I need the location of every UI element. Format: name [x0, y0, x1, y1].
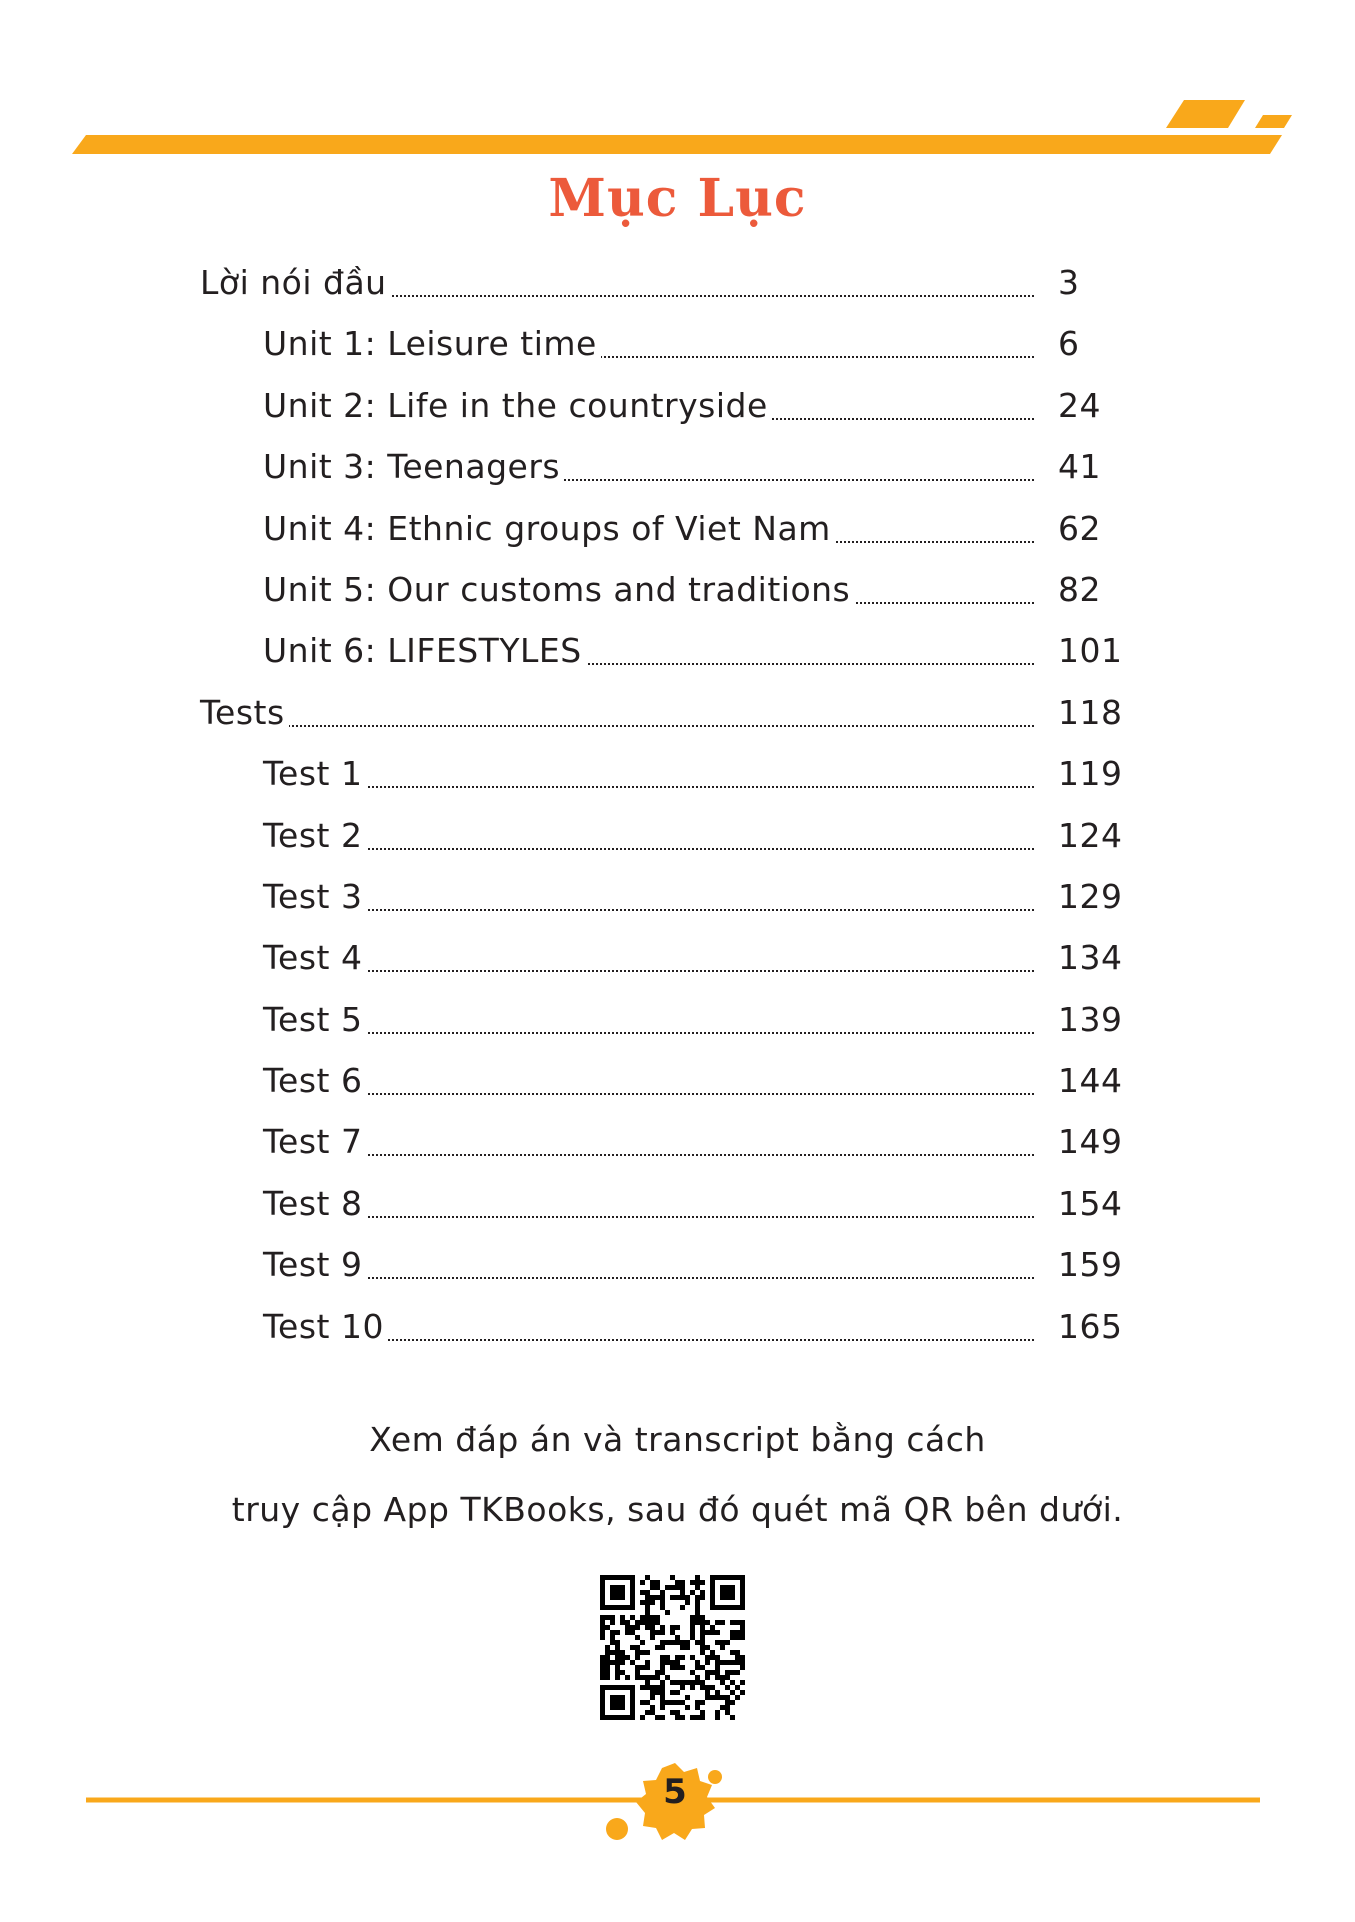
toc-entry-page: 154	[1058, 1183, 1123, 1223]
toc-entry-label: Test 3	[263, 866, 366, 927]
toc-leader-dots	[263, 1154, 1034, 1156]
toc-leader-dots	[263, 1216, 1034, 1218]
toc-entry-label: Unit 6: LIFESTYLES	[263, 620, 586, 681]
toc-leader-dots	[263, 786, 1034, 788]
toc-entry-label: Tests	[200, 682, 289, 743]
toc-entry-label: Unit 5: Our customs and traditions	[263, 559, 854, 620]
toc-entry	[200, 1234, 1123, 1295]
toc-entry	[200, 559, 1120, 620]
answer-note-line-2: truy cập App TKBooks, sau đó quét mã QR bên dưới.	[231, 1490, 1124, 1529]
toc-entry-page: 82	[1058, 569, 1101, 609]
toc-entry-label: Test 10	[263, 1296, 388, 1357]
toc-entry-page: 124	[1058, 815, 1123, 855]
toc-entry-page: 165	[1058, 1306, 1123, 1346]
toc-entry-label: Test 8	[263, 1173, 366, 1234]
toc-entry-label: Test 4	[263, 927, 366, 988]
page-number: 5	[663, 1772, 687, 1812]
toc-entry	[200, 682, 1123, 743]
answer-note-line-1: Xem đáp án và transcript bằng cách	[369, 1420, 986, 1459]
toc-entry-label: Test 2	[263, 805, 366, 866]
toc-entry-page: 101	[1058, 631, 1123, 671]
toc-entry-page: 62	[1058, 508, 1101, 548]
toc-entry-label: Unit 2: Life in the countryside	[263, 375, 772, 436]
toc-entry	[200, 498, 1120, 559]
toc-leader-dots	[263, 848, 1034, 850]
toc-entry-label: Test 1	[263, 743, 366, 804]
toc-entry	[200, 743, 1123, 804]
toc-entry	[200, 436, 1120, 497]
toc-entry-page: 24	[1058, 385, 1101, 425]
page-title: Mục Lục	[548, 168, 807, 229]
toc-entry	[200, 989, 1123, 1050]
toc-entry-page: 139	[1058, 999, 1123, 1039]
toc-entry-page: 119	[1058, 754, 1123, 794]
toc-entry-label: Unit 4: Ethnic groups of Viet Nam	[263, 498, 835, 559]
toc-leader-dots	[263, 1032, 1034, 1034]
toc-entry	[200, 1173, 1123, 1234]
toc-entry	[200, 1050, 1123, 1111]
toc-entry-page: 134	[1058, 938, 1123, 978]
toc-entry	[200, 866, 1123, 927]
toc-entry	[200, 805, 1123, 866]
toc-entry-page: 41	[1058, 447, 1101, 487]
toc-entry-page: 144	[1058, 1061, 1123, 1101]
toc-entry	[200, 313, 1120, 374]
toc-entry-label: Unit 1: Leisure time	[263, 313, 601, 374]
toc-entry-label: Test 9	[263, 1234, 366, 1295]
toc-entry-page: 149	[1058, 1122, 1123, 1162]
toc-leader-dots	[200, 725, 1034, 727]
answer-note	[0, 1405, 1355, 1545]
toc-entry	[200, 252, 1120, 313]
qr-code-icon	[600, 1575, 745, 1720]
toc-leader-dots	[263, 970, 1034, 972]
toc-entry-label: Test 7	[263, 1111, 366, 1172]
toc-entry-page: 118	[1058, 692, 1123, 732]
toc-entry	[200, 1296, 1123, 1357]
toc-leader-dots	[263, 1093, 1034, 1095]
toc-leader-dots	[263, 909, 1034, 911]
header-stripe	[0, 0, 1355, 170]
toc-entry-label: Lời nói đầu	[200, 252, 391, 313]
toc-entry-label: Test 6	[263, 1050, 366, 1111]
toc-entry-page: 3	[1058, 263, 1080, 302]
toc-entry-page: 6	[1058, 324, 1080, 364]
toc-entry	[200, 1111, 1123, 1172]
toc-entry-page: 129	[1058, 876, 1123, 916]
toc-entry-page: 159	[1058, 1245, 1123, 1285]
toc-entry-label: Unit 3: Teenagers	[263, 436, 564, 497]
toc-leader-dots	[263, 1277, 1034, 1279]
toc-entry	[200, 927, 1123, 988]
toc-entry	[200, 620, 1123, 681]
table-of-contents	[200, 252, 1123, 1357]
toc-entry	[200, 375, 1120, 436]
toc-entry-label: Test 5	[263, 989, 366, 1050]
